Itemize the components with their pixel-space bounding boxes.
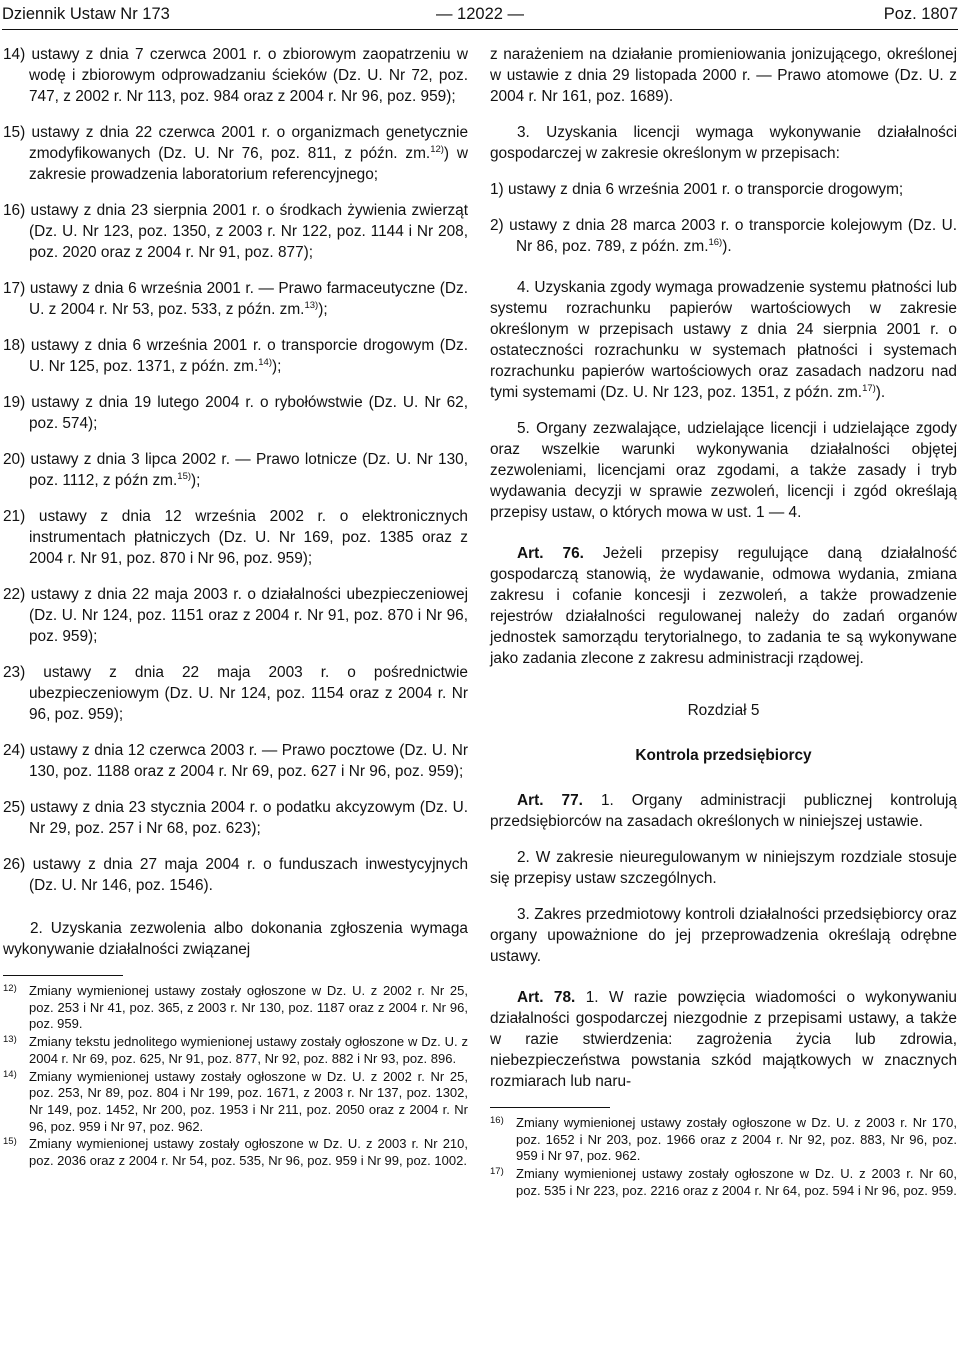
chapter-heading: Rozdział 5	[687, 702, 760, 719]
list-item: 19) ustawy z dnia 19 lutego 2004 r. o rybołówstwie (Dz. U. Nr 62, poz. 574);	[3, 394, 468, 432]
item-number: 16)	[3, 202, 26, 219]
footnote	[490, 1115, 957, 1165]
page-number: — 12022 —	[435, 5, 525, 23]
header-rule	[2, 29, 958, 30]
item-number: 19)	[3, 394, 26, 411]
position-number: Poz. 1807	[883, 5, 958, 23]
list-item: 24) ustawy z dnia 12 czerwca 2003 r. — Prawo pocztowe (Dz. U. Nr 130, poz. 1188 oraz z 2004 r. Nr 69, poz. 627 i Nr 96, poz. 959);	[3, 742, 468, 780]
paragraph-5: 5. Organy zezwalające, udzielające licencji i udzielające zgody oraz wszelkie warunki wykonywania działalności objętej zezwoleniami, licencjami oraz zgodami, a także zasady i tryb wydawania decyzji w sprawie zezwoleń, licencji i zgód określają przepisy ustaw, o których mowa w ust. 1 — 4.	[490, 420, 957, 521]
footnote-rule	[490, 1107, 610, 1108]
footnote-ref: 17)	[862, 383, 876, 394]
footnote-mark: 13)	[3, 1034, 17, 1046]
list-item: 25) ustawy z dnia 23 stycznia 2004 r. o podatku akcyzowym (Dz. U. Nr 29, poz. 257 i Nr 68, poz. 623);	[3, 799, 469, 837]
footnote-mark: 12)	[3, 983, 17, 994]
footnote-ref: 13)	[304, 300, 319, 311]
continuation-text: z narażeniem na działanie promieniowania jonizującego, określonej w ustawie z dnia 29 listopada 2000 r. — Prawo atomowe (Dz. U. z 2004 r. Nr 161, poz. 1689).	[490, 46, 957, 105]
list-item: 23) ustawy z dnia 22 maja 2003 r. o pośrednictwie ubezpieczeniowym (Dz. U. Nr 124, poz. 1154 oraz z 2004 r. Nr 96, poz. 959);	[3, 664, 468, 723]
list-item: 18) ustawy z dnia 6 września 2001 r. o transporcie drogowym (Dz. U. Nr 125, poz. 1371, z późn. zm.$^{14)}$);	[3, 337, 469, 375]
paragraph-3: 3. Uzyskania licencji wymaga wykonywanie działalności gospodarczej w zakresie określonym w przepisach:	[490, 124, 957, 162]
list-item: 17) ustawy z dnia 6 września 2001 r. — Prawo farmaceutyczne (Dz. U. z 2004 r. Nr 53, poz. 533, z późn. zm.$^{13)}$);	[3, 280, 468, 318]
footnote-text: Zmiany wymienionej ustawy zostały ogłoszone w Dz. U. z 2003 r. Nr 170, poz. 1652 i Nr 203, poz. 1966 oraz z 2004 r. Nr 92, poz. 883, Nr 96, poz. 959 i Nr 97, poz. 962.	[516, 1115, 957, 1164]
footnote-text: Zmiany wymienionej ustawy zostały ogłoszone w Dz. U. z 2002 r. Nr 25, poz. 253 i Nr 41, poz. 365, z 2003 r. Nr 130, poz. 1187 oraz z 2004 r. Nr 96, poz. 959.	[29, 983, 468, 1032]
article-77: Art. 77. 1. Organy administracji publicznej kontrolują przedsiębiorców na zasadach określonych w niniejszej ustawie.	[490, 792, 957, 830]
footnote-mark: 15)	[3, 1136, 17, 1148]
item-number: 20)	[3, 451, 26, 468]
list-item: 22) ustawy z dnia 22 maja 2003 r. o działalności ubezpieczeniowej (Dz. U. Nr 124, poz. 1151 oraz z 2004 r. Nr 91, poz. 870 i Nr 96, poz. 959);	[3, 586, 469, 645]
item-number: 2)	[490, 217, 504, 234]
footnote	[490, 1166, 957, 1199]
licence-list	[490, 179, 957, 257]
footnote	[3, 1136, 468, 1169]
footnote-mark: 14)	[3, 1068, 17, 1080]
list-item: 26) ustawy z dnia 27 maja 2004 r. o funduszach inwestycyjnych (Dz. U. Nr 146, poz. 1546).	[3, 856, 468, 894]
item-number: 23)	[3, 664, 26, 681]
paragraph-4: 4. Uzyskania zgody wymaga prowadzenie systemu płatności lub systemu rozrachunku papierów wartościowych w zakresie określonym w przepisach ustawy z dnia 24 sierpnia 2001 r. o ostateczności rozrachunku w systemach płatności i systemach rozrachunku papierów wartościowych oraz zasadach nadzoru nad tymi systemami (Dz. U. Nr 123, poz. 1351, z późn. zm.$^{17)}$).	[490, 279, 957, 401]
right-column	[490, 44, 957, 1201]
footnote-text: Zmiany wymienionej ustawy zostały ogłoszone w Dz. U. z 2003 r. Nr 210, poz. 2036 oraz z 2004 r. Nr 54, poz. 535, Nr 96, poz. 959 i Nr 99, poz. 1002.	[29, 1136, 468, 1169]
list-item: 16) ustawy z dnia 23 sierpnia 2001 r. o środkach żywienia zwierząt (Dz. U. Nr 123, poz. 1350, z 2003 r. Nr 122, poz. 1144 i Nr 208, poz. 2020 oraz z 2004 r. Nr 91, poz. 877);	[3, 202, 468, 261]
paragraph-2: 2. Uzyskania zezwolenia albo dokonania zgłoszenia wymaga wykonywanie działalności związanej	[3, 920, 468, 958]
footnote-mark: 16)	[490, 1115, 504, 1126]
item-number: 1)	[490, 181, 504, 198]
footnote	[3, 1034, 468, 1067]
footnote-text: Zmiany wymienionej ustawy zostały ogłoszone w Dz. U. z 2002 r. Nr 25, poz. 253, Nr 89, poz. 804 i Nr 199, poz. 1671, z 2003 r. Nr 137, poz. 1302, Nr 149, poz. 1452, Nr 200, poz. 1953 i Nr 211, poz. 2050 oraz z 2004 r. Nr 96, poz. 959 i Nr 97, poz. 962.	[29, 1068, 468, 1134]
footnote-text: Zmiany wymienionej ustawy zostały ogłoszone w Dz. U. z 2003 r. Nr 60, poz. 535 i Nr 223, poz. 2216 oraz z 2004 r. Nr 64, poz. 594 i Nr 96, poz. 959.	[516, 1166, 957, 1198]
item-number: 17)	[3, 280, 26, 297]
footnote	[3, 1069, 468, 1136]
article-76: Art. 76. Jeżeli przepisy regulujące daną działalność gospodarczą stanowią, że wydawanie, odmowa wydania, zmiana zakresu i cofanie koncesji i zezwoleń, a także prowadzenie rejestrów działalności regulowanej należy do zadań organów jednostek samorządu terytorialnego, to zadania te są wykonywane jako zadania zlecone z zakresu administracji rządowej.	[490, 545, 957, 667]
item-number: 18)	[3, 337, 26, 354]
footnote-mark: 17)	[490, 1166, 504, 1178]
footnote-ref: 16)	[708, 237, 723, 248]
footnotes	[490, 1115, 957, 1200]
page-header	[2, 0, 958, 32]
item-number: 22)	[3, 586, 26, 603]
item-number: 14)	[3, 46, 26, 63]
footnote	[3, 983, 468, 1033]
list-item: 20) ustawy z dnia 3 lipca 2002 r. — Prawo lotnicze (Dz. U. Nr 130, poz. 1112, z późn zm.$^{15)}$);	[3, 451, 469, 489]
left-column	[3, 44, 468, 1171]
list-item: 2) ustawy z dnia 28 marca 2003 r. o transporcie kolejowym (Dz. U. Nr 86, poz. 789, z późn. zm.$^{16)}$).	[490, 217, 957, 255]
article-78: Art. 78. 1. W razie powzięcia wiadomości o wykonywaniu działalności gospodarczej niezgodnie z przepisami ustawy, a także w razie stwierdzenia: zagrożenia życia lub zdrowia, niebezpieczeństwa powstania szkód majątkowych w znacznych rozmiarach lub naru-	[490, 989, 957, 1090]
item-number: 24)	[3, 742, 26, 759]
item-number: 25)	[3, 799, 26, 816]
article-label: Art. 78.	[517, 989, 576, 1006]
article-77-para-3: 3. Zakres przedmiotowy kontroli działalności przedsiębiorcy oraz organy upoważnione do jej przeprowadzenia określają odrębne ustawy.	[490, 906, 957, 965]
item-number: 21)	[3, 508, 26, 525]
list-item: 1) ustawy z dnia 6 września 2001 r. o transporcie drogowym;	[490, 181, 904, 198]
list-item: 15) ustawy z dnia 22 czerwca 2001 r. o organizmach genetycznie zmodyfikowanych (Dz. U. Nr 76, poz. 811, z późn. zm.$^{12)}$) w zakresie prowadzenia laboratorium referencyjnego;	[3, 124, 469, 183]
list-item: 14) ustawy z dnia 7 czerwca 2001 r. o zbiorowym zaopatrzeniu w wodę i zbiorowym odprowadzaniu ścieków (Dz. U. Nr 72, poz. 747, z 2002 r. Nr 113, poz. 984 oraz z 2004 r. Nr 96, poz. 959);	[3, 46, 468, 105]
footnotes	[3, 983, 468, 1170]
article-77-para-2: 2. W zakresie nieuregulowanym w niniejszym rozdziale stosuje się przepisy ustaw szczególnych.	[490, 849, 957, 887]
item-number: 15)	[3, 124, 26, 141]
footnote-text: Zmiany tekstu jednolitego wymienionej ustawy zostały ogłoszone w Dz. U. z 2004 r. Nr 69, poz. 625, Nr 91, poz. 877, Nr 92, poz. 882 i Nr 93, poz. 896.	[29, 1034, 468, 1066]
footnote-ref: 15)	[177, 471, 192, 482]
footnote-rule	[3, 975, 123, 976]
enumeration-list	[3, 44, 468, 896]
journal-title: Dziennik Ustaw Nr 173	[2, 5, 170, 23]
article-label: Art. 77.	[517, 792, 583, 809]
footnote-ref: 14)	[258, 357, 272, 368]
footnote-ref: 12)	[430, 144, 444, 155]
chapter-title: Kontrola przedsiębiorcy	[635, 747, 812, 764]
article-label: Art. 76.	[517, 545, 584, 562]
list-item: 21) ustawy z dnia 12 września 2002 r. o elektronicznych instrumentach płatniczych (Dz. U. Nr 169, poz. 1385 oraz z 2004 r. Nr 91, poz. 870 i Nr 96, poz. 959);	[3, 508, 468, 567]
item-number: 26)	[3, 856, 26, 873]
